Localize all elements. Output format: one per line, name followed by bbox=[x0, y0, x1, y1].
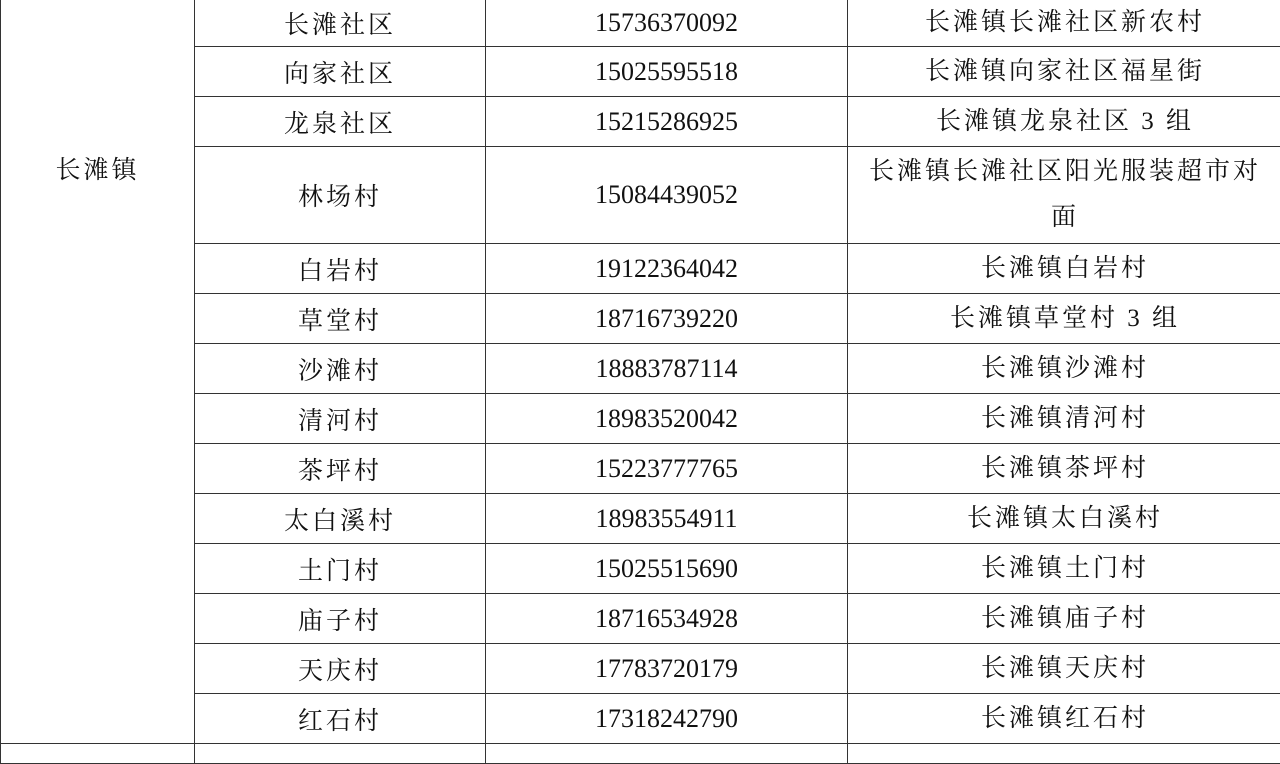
phone-cell: 15025595518 bbox=[486, 47, 848, 97]
address-cell: 长滩镇庙子村 bbox=[848, 594, 1280, 644]
address-cell: 长滩镇天庆村 bbox=[848, 644, 1280, 694]
address-cell: 长滩镇长滩社区新农村 bbox=[848, 0, 1280, 47]
village-cell: 白岩村 bbox=[195, 244, 486, 294]
village-cell: 向家社区 bbox=[195, 47, 486, 97]
phone-cell: 19122364042 bbox=[486, 244, 848, 294]
village-cell: 清河村 bbox=[195, 394, 486, 444]
phone-cell: 15736370092 bbox=[486, 0, 848, 47]
address-cell: 长滩镇清河村 bbox=[848, 394, 1280, 444]
address-cell: 长滩镇龙泉社区 3 组 bbox=[848, 97, 1280, 147]
village-cell: 庙子村 bbox=[195, 594, 486, 644]
phone-cell: 18983554911 bbox=[486, 494, 848, 544]
village-cell: 沙滩村 bbox=[195, 344, 486, 394]
empty-cell bbox=[1, 744, 195, 764]
phone-cell: 18983520042 bbox=[486, 394, 848, 444]
address-cell: 长滩镇太白溪村 bbox=[848, 494, 1280, 544]
phone-cell: 15084439052 bbox=[486, 147, 848, 244]
empty-cell bbox=[486, 744, 848, 764]
address-cell: 长滩镇白岩村 bbox=[848, 244, 1280, 294]
village-cell: 龙泉社区 bbox=[195, 97, 486, 147]
village-cell: 太白溪村 bbox=[195, 494, 486, 544]
address-cell: 长滩镇土门村 bbox=[848, 544, 1280, 594]
village-cell: 草堂村 bbox=[195, 294, 486, 344]
phone-cell: 17318242790 bbox=[486, 694, 848, 744]
phone-cell: 18716739220 bbox=[486, 294, 848, 344]
address-cell: 长滩镇红石村 bbox=[848, 694, 1280, 744]
table-row bbox=[1, 0, 1280, 47]
phone-cell: 15025515690 bbox=[486, 544, 848, 594]
village-cell: 土门村 bbox=[195, 544, 486, 594]
address-cell: 长滩镇沙滩村 bbox=[848, 344, 1280, 394]
next-row-partial bbox=[1, 744, 1280, 764]
phone-cell: 18883787114 bbox=[486, 344, 848, 394]
address-cell: 长滩镇茶坪村 bbox=[848, 444, 1280, 494]
phone-cell: 17783720179 bbox=[486, 644, 848, 694]
empty-cell bbox=[195, 744, 486, 764]
address-cell: 长滩镇向家社区福星街 bbox=[848, 47, 1280, 97]
village-cell: 林场村 bbox=[195, 147, 486, 244]
town-cell: 长滩镇 bbox=[1, 0, 195, 744]
address-cell: 长滩镇长滩社区阳光服装超市对面 bbox=[848, 147, 1280, 244]
village-cell: 红石村 bbox=[195, 694, 486, 744]
village-cell: 天庆村 bbox=[195, 644, 486, 694]
phone-cell: 18716534928 bbox=[486, 594, 848, 644]
address-cell: 长滩镇草堂村 3 组 bbox=[848, 294, 1280, 344]
phone-cell: 15215286925 bbox=[486, 97, 848, 147]
village-cell: 长滩社区 bbox=[195, 0, 486, 47]
village-cell: 茶坪村 bbox=[195, 444, 486, 494]
phone-cell: 15223777765 bbox=[486, 444, 848, 494]
empty-cell bbox=[848, 744, 1280, 764]
